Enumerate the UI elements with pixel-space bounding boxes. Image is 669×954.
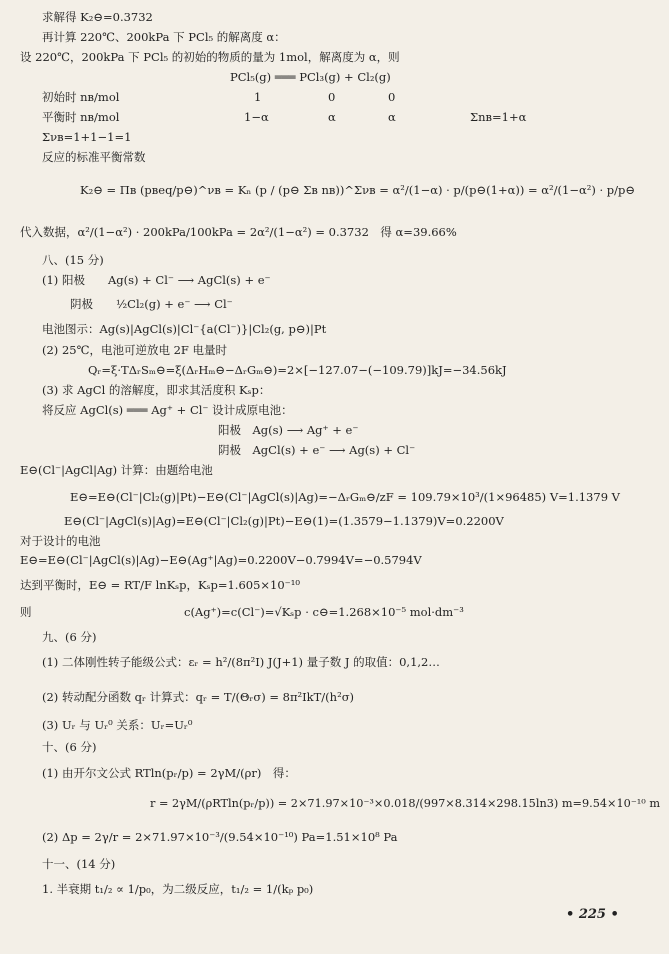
text-line: E⊖(Cl⁻|AgCl(s)|Ag)=E⊖(Cl⁻|Cl₂(g)|Pt)−E⊖(1)=(1.3579−1.1379)V=0.2200V [64,514,504,528]
text-line: 0 [328,90,336,104]
text-line: 设 220℃，200kPa 下 PCl₅ 的初始的物质的量为 1mol，解离度为 α，则 [20,50,400,64]
text-line: (3) 求 AgCl 的溶解度，即求其活度积 Kₛp： [42,383,271,397]
text-line: (2) 转动配分函数 qᵣ 计算式：qᵣ = T/(Θᵣσ) = 8π²IkT/(h²σ) [42,690,355,704]
text-line: (2) Δp = 2γ/r = 2×71.97×10⁻³/(9.54×10⁻¹⁰) Pa=1.51×10⁸ Pa [42,830,398,844]
text-line: c(Ag⁺)=c(Cl⁻)=√Kₛp · c⊖=1.268×10⁻⁵ mol·dm⁻³ [184,605,464,619]
text-line: Σnʙ=1+α [470,110,527,124]
text-line: (3) Uᵣ 与 Uᵣ⁰ 关系：Uᵣ=Uᵣ⁰ [42,718,193,732]
text-line: α [388,110,396,124]
text-line: 阴极 ½Cl₂(g) + e⁻ ⟶ Cl⁻ [70,297,233,311]
text-line: 1. 半衰期 t₁/₂ ∝ 1/p₀，为二级反应，t₁/₂ = 1/(kₚ p₀) [42,882,314,896]
text-line: E⊖(Cl⁻|AgCl|Ag) 计算：由题给电池 [20,463,213,477]
text-line: Qᵣ=ξ·TΔᵣSₘ⊖=ξ(ΔᵣHₘ⊖−ΔᵣGₘ⊖)=2×[−127.07−(−109.79)]kJ=−34.56kJ [88,363,507,377]
text-line: 将反应 AgCl(s) ═══ Ag⁺ + Cl⁻ 设计成原电池： [42,403,293,417]
text-line: 对于设计的电池 [20,534,101,548]
text-line: 十一、(14 分) [42,857,116,871]
text-line: (1) 二体刚性转子能级公式：εᵣ = h²/(8π²I) J(J+1) 量子数 J 的取值：0,1,2… [42,655,440,669]
text-line: Σνʙ=1+1−1=1 [42,130,132,144]
text-line: E⊖=E⊖(Cl⁻|AgCl(s)|Ag)−E⊖(Ag⁺|Ag)=0.2200V−0.7994V=−0.5794V [20,553,422,567]
text-line: r = 2γM/(ρRTln(pᵣ/p)) = 2×71.97×10⁻³×0.018/(997×8.314×298.15ln3) m=9.54×10⁻¹⁰ m [150,797,661,810]
page-number: • 225 • [566,907,619,922]
text-line: 1 [254,90,262,104]
text-line: 阴极 AgCl(s) + e⁻ ⟶ Ag(s) + Cl⁻ [218,443,416,457]
text-line: 1−α [244,110,269,124]
text-line: 则 [20,605,32,619]
text-line: (1) 阳极 Ag(s) + Cl⁻ ⟶ AgCl(s) + e⁻ [42,273,271,287]
text-line: 十、(6 分) [42,740,97,754]
text-line: 初始时 nʙ/mol [42,90,120,104]
text-line: 求解得 K₂⊖=0.3732 [42,10,153,24]
text-line: (2) 25℃，电池可逆放电 2F 电量时 [42,343,228,357]
text-line: K₂⊖ = Πʙ (pʙeq/p⊖)^νʙ = Kₙ (p / (p⊖ Σʙ nʙ))^Σνʙ = α²/(1−α) · p/(p⊖(1+α)) = α²/(1−α²) · p/p⊖ [80,183,636,197]
text-line: 0 [388,90,396,104]
text-line: 阳极 Ag(s) ⟶ Ag⁺ + e⁻ [218,423,359,437]
text-line: 电池图示：Ag(s)|AgCl(s)|Cl⁻{a(Cl⁻)}|Cl₂(g, p⊖)|Pt [42,322,327,336]
text-line: PCl₅(g) ═══ PCl₃(g) + Cl₂(g) [230,70,391,84]
text-line: E⊖=E⊖(Cl⁻|Cl₂(g)|Pt)−E⊖(Cl⁻|AgCl(s)|Ag)=−ΔᵣGₘ⊖/zF = 109.79×10³/(1×96485) V=1.1379 V [70,490,620,504]
text-line: 代入数据，α²/(1−α²) · 200kPa/100kPa = 2α²/(1−α²) = 0.3732 得 α=39.66% [20,225,457,239]
text-line: (1) 由开尔文公式 RTln(pᵣ/p) = 2γM/(ρr) 得： [42,766,296,780]
text-line: 再计算 220℃、200kPa 下 PCl₅ 的解离度 α： [42,30,286,44]
text-line: 平衡时 nʙ/mol [42,110,120,124]
text-line: 达到平衡时，E⊖ = RT/F lnKₛp，Kₛp=1.605×10⁻¹⁰ [20,578,300,592]
text-line: α [328,110,336,124]
text-line: 反应的标准平衡常数 [42,150,146,164]
text-line: 九、(6 分) [42,630,97,644]
text-line: 八、(15 分) [42,253,104,267]
